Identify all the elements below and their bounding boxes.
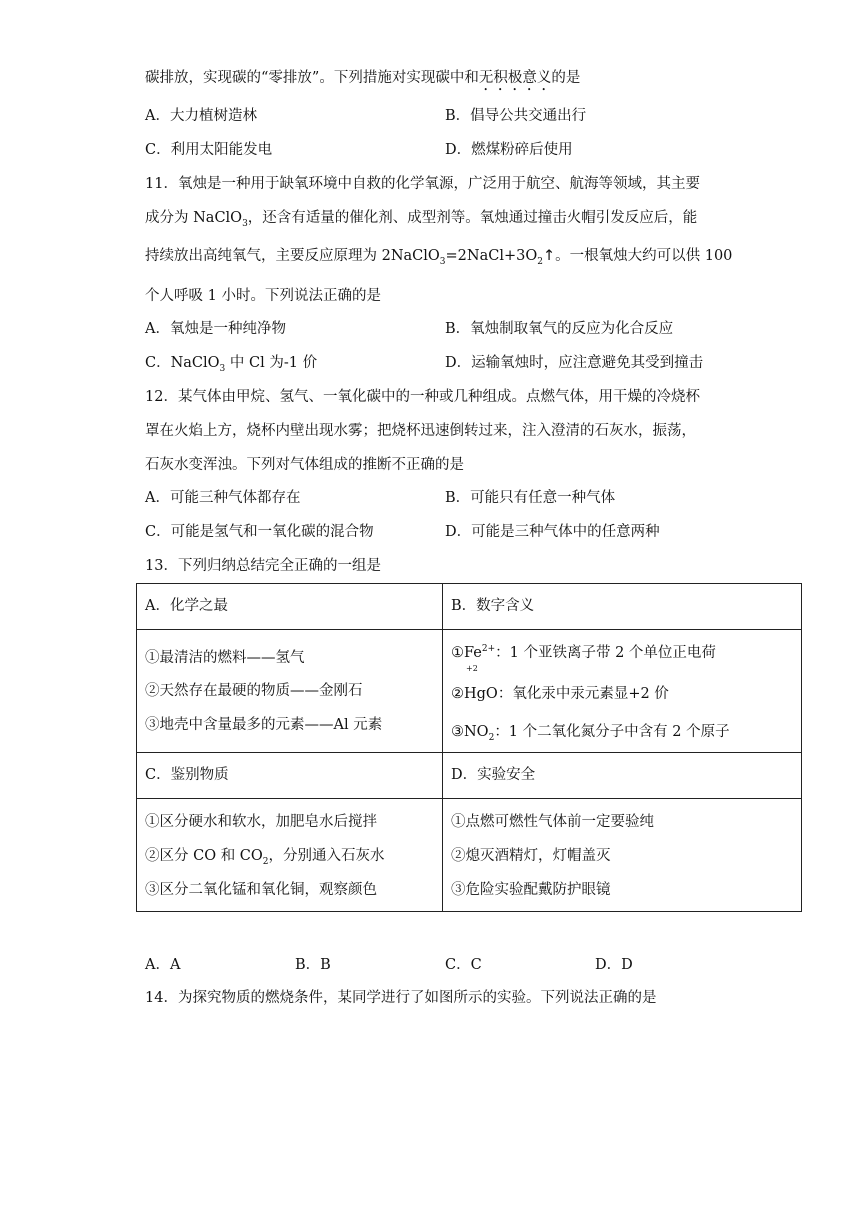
cell-a-title: A．化学之最 [137, 584, 443, 630]
cell-b-title: B．数字含义 [443, 584, 802, 630]
q12-line-3: 石灰水变浑浊。下列对气体组成的推断不正确的是 [145, 457, 464, 473]
b3-post: ：1 个二氧化氮分子中含有 2 个原子 [494, 724, 730, 740]
q13-stem: 13．下列归纳总结完全正确的一组是 [145, 558, 381, 574]
valence-formula [464, 664, 498, 714]
cell-a-content [137, 630, 443, 753]
q11-option-c-sub: 3 [219, 363, 226, 374]
gas-arrow-icon: ↑ [542, 248, 556, 264]
list-item: ②天然存在最硬的物质——金刚石 [145, 683, 363, 699]
q11-option-c [145, 353, 317, 373]
list-item: ②熄灭酒精灯，灯帽盖灭 [451, 848, 611, 864]
q12-line-1: 12．某气体由甲烷、氢气、一氧化碳中的一种或几种组成。点燃气体，用干燥的冷烧杯 [145, 389, 700, 405]
q11-option-c-post: 中 Cl 为-1 价 [225, 355, 318, 371]
q12-option-b: B．可能只有任意一种气体 [445, 490, 616, 506]
list-item: ③地壳中含量最多的元素——Al 元素 [145, 717, 383, 733]
q11-option-c-pre: C．NaClO [145, 355, 220, 371]
q12-option-c: C．可能是氢气和一氧化碳的混合物 [145, 524, 374, 540]
list-item [451, 712, 801, 748]
b2-formula: HgO [464, 686, 498, 702]
q11-line-2-post: ，还含有适量的催化剂、成型剂等。氧烛通过撞击火帽引发反应后，能 [247, 210, 698, 226]
cell-d-title: D．实验安全 [443, 753, 802, 799]
q12-option-a: A．可能三种气体都存在 [145, 490, 301, 506]
c2-pre: ②区分 CO 和 CO [145, 848, 263, 864]
q11-eq-post: 。一根氧烛大约可以供 100 [555, 248, 733, 264]
b3-pre: ③NO [451, 724, 489, 740]
b1-post: ：1 个亚铁离子带 2 个单位正电荷 [495, 645, 716, 661]
b3-sub: 2 [488, 732, 495, 743]
table-row [137, 584, 802, 630]
q13-answer-b: B．B [295, 957, 331, 973]
q10-option-a: A．大力植树造林 [145, 108, 257, 124]
q13-answer-d: D．D [595, 957, 633, 973]
q11-line-4: 个人呼吸 1 小时。下列说法正确的是 [145, 288, 381, 304]
list-item [451, 636, 801, 674]
q11-line-1: 11．氧烛是一种用于缺氧环境中自救的化学氧源，广泛用于航空、航海等领域，其主要 [145, 176, 700, 192]
list-item: ①点燃可燃性气体前一定要验纯 [451, 814, 654, 830]
cell-c-title: C．鉴别物质 [137, 753, 443, 799]
q11-eq-sub-1: 3 [439, 256, 446, 267]
q11-eq-pre: 持续放出高纯氧气，主要反应原理为 2NaClO [145, 248, 440, 264]
q11-option-a: A．氧烛是一种纯净物 [145, 321, 286, 337]
q11-option-d: D．运输氧烛时，应注意避免其受到撞击 [445, 355, 704, 371]
c2-post: ，分别通入石灰水 [268, 848, 385, 864]
q11-line-2-pre: 成分为 NaClO [145, 210, 243, 226]
cell-d-content [443, 799, 802, 912]
q11-option-b: B．氧烛制取氧气的反应为化合反应 [445, 321, 674, 337]
q10-stem-text: 碳排放，实现碳的“零排放”。下列措施对实现碳中和 [145, 70, 479, 86]
q10-option-c: C．利用太阳能发电 [145, 142, 273, 158]
q10-emphasis-text: 无积极意义 [478, 70, 552, 86]
list-item [451, 664, 801, 712]
c2-sub: 2 [262, 856, 269, 867]
q12-option-d: D．可能是三种气体中的任意两种 [445, 524, 660, 540]
b1-sup: 2+ [481, 644, 496, 655]
b2-post: ：氧化汞中汞元素显+2 价 [497, 686, 669, 702]
table-row [137, 753, 802, 799]
q10-option-d: D．燃煤粉碎后使用 [445, 142, 573, 158]
q13-answer-a: A．A [145, 957, 181, 973]
q11-eq-mid: =2NaCl+3O [445, 248, 538, 264]
list-item: ③区分二氧化锰和氧化铜，观察颜色 [145, 882, 377, 898]
q13-summary-table [136, 583, 802, 912]
cell-b-content [443, 630, 802, 753]
cell-c-content [137, 799, 443, 912]
b1-pre: ①Fe [451, 645, 482, 661]
q10-option-b: B．倡导公共交通出行 [445, 108, 587, 124]
list-item [145, 839, 442, 873]
q13-answer-c: C．C [445, 957, 482, 973]
q10-stem-tail [145, 68, 580, 94]
q14-stem: 14．为探究物质的燃烧条件，某同学进行了如图所示的实验。下列说法正确的是 [145, 990, 657, 1006]
q11-line-3-equation [145, 246, 732, 266]
list-item: ①区分硬水和软水，加肥皂水后搅拌 [145, 814, 377, 830]
q11-eq-sub-2: 2 [537, 256, 543, 267]
q12-line-2: 罩在火焰上方，烧杯内壁出现水雾；把烧杯迅速倒转过来，注入澄清的石灰水，振荡， [145, 423, 696, 439]
q11-line-2-sub: 3 [242, 218, 248, 229]
q11-line-2 [145, 208, 697, 228]
b2-oxidation-state: +2 [466, 664, 478, 673]
table-row [137, 799, 802, 912]
b2-pre: ② [451, 686, 464, 702]
q10-stem-end: 的是 [551, 70, 581, 86]
list-item: ③危险实验配戴防护眼镜 [451, 882, 611, 898]
list-item: ①最清洁的燃料——氢气 [145, 650, 305, 666]
table-row [137, 630, 802, 753]
